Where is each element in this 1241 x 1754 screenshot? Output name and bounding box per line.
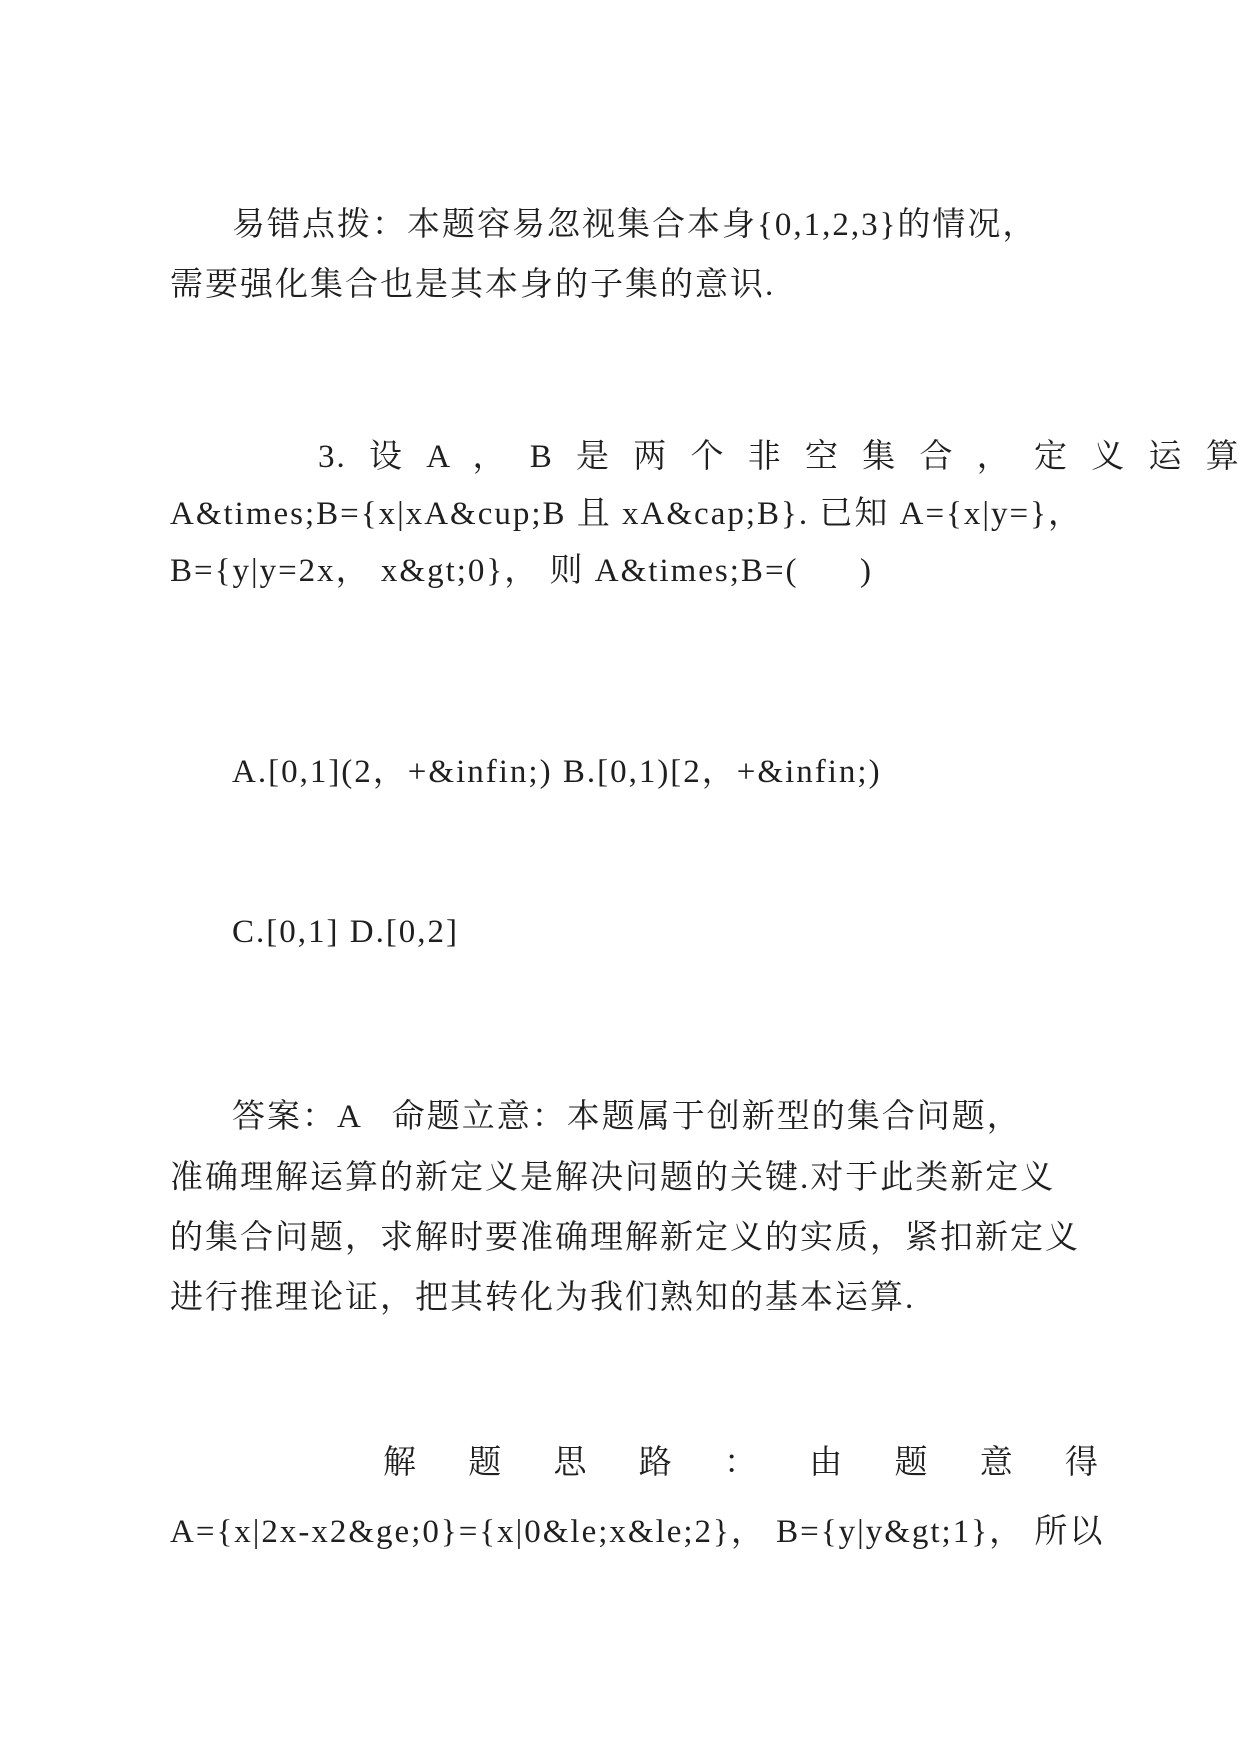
- answer-line-4: 进行推理论证，把其转化为我们熟知的基本运算.: [170, 1280, 916, 1316]
- answer-line-1: 答案：A 命题立意：本题属于创新型的集合问题，: [232, 1099, 1022, 1135]
- question-line-2: A&times;B={x|xA&cup;B 且 xA&cap;B}. 已知 A={x|y=}，: [170, 496, 1083, 532]
- options-cd-line: C.[0,1] D.[0,2]: [232, 914, 460, 950]
- solution-line-2: A={x|2x-x2&ge;0}={x|0&le;x&le;2}， B={y|y&gt;1}， 所以: [170, 1514, 1105, 1550]
- question-line-3: B={y|y=2x， x&gt;0}， 则 A&times;B=( ): [170, 553, 874, 589]
- question-line-1: 3. 设 A ， B 是 两 个 非 空 集 合 ， 定 义 运 算: [318, 439, 1241, 475]
- answer-line-2: 准确理解运算的新定义是解决问题的关键.对于此类新定义: [170, 1160, 1056, 1196]
- solution-line-1: 解 题 思 路 ： 由 题 意 得: [383, 1445, 1100, 1481]
- note-line-1: 易错点拨：本题容易忽视集合本身{0,1,2,3}的情况，: [232, 207, 1038, 243]
- note-line-2: 需要强化集合也是其本身的子集的意识.: [170, 267, 776, 303]
- answer-line-3: 的集合问题，求解时要准确理解新定义的实质，紧扣新定义: [170, 1220, 1080, 1256]
- options-ab-line: A.[0,1](2，+&infin;) B.[0,1)[2，+&infin;): [232, 754, 882, 790]
